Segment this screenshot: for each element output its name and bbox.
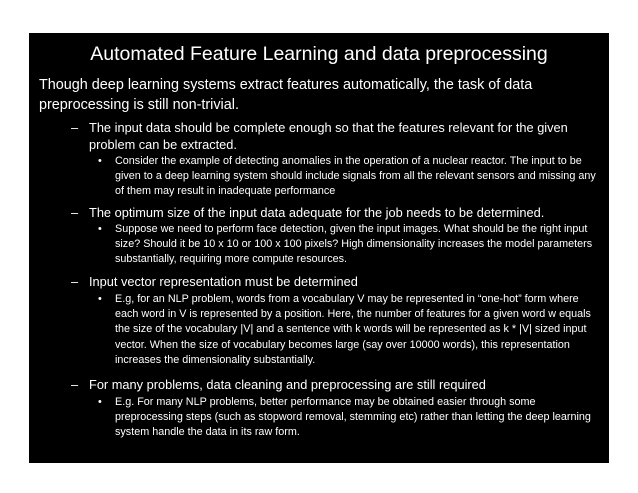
- bullet-point-3: [71, 273, 601, 290]
- bullet-point-1: [71, 119, 601, 153]
- bullet-point-text: The input data should be complete enough so that the features relevant for the given problem can be extracted.: [89, 120, 568, 152]
- slide: [29, 33, 609, 463]
- sub-bullet-text: E.g, for an NLP problem, words from a vocabulary V may be represented in “one-hot” form where each word in V is represented by a position. Here, the number of features for a given word w equals the size of the vocabulary |V| and a sentence with k words will be represented as k * |V| sized input vector. When the size of vocabulary becomes large (say over 10000 words), this representation increases the dimensionality substantially.: [115, 293, 591, 366]
- dash-marker: –: [71, 205, 79, 220]
- dash-marker: –: [71, 274, 79, 289]
- bullet-marker: •: [98, 155, 102, 167]
- intro-paragraph: Though deep learning systems extract features automatically, the task of data preprocessing is still non-trivial.: [39, 77, 533, 113]
- sub-bullet-text: E.g. For many NLP problems, better performance may be obtained easier through some preprocessing steps (such as stopword removal, stemming etc) rather than letting the deep learning system handle the data in its raw form.: [115, 396, 591, 439]
- sub-bullet-2: [98, 222, 598, 268]
- bullet-point-2: [71, 204, 601, 221]
- bullet-point-text: The optimum size of the input data adequate for the job needs to be determined.: [89, 205, 545, 220]
- slide-title: Automated Feature Learning and data preprocessing: [90, 43, 548, 65]
- sub-bullet-3: [98, 292, 598, 368]
- bullet-marker: •: [98, 396, 102, 408]
- bullet-point-text: For many problems, data cleaning and preprocessing are still required: [89, 377, 486, 392]
- sub-bullet-text: Suppose we need to perform face detection, given the input images. What should be the right input size? Should it be 10 x 10 or 100 x 100 pixels? High dimensionality increases the model parameters substantially, requiring more compute resources.: [115, 223, 593, 266]
- bullet-marker: •: [98, 293, 102, 305]
- dash-marker: –: [71, 120, 79, 135]
- bullet-marker: •: [98, 223, 102, 235]
- sub-bullet-4: [98, 395, 598, 441]
- dash-marker: –: [71, 377, 79, 392]
- bullet-point-text: Input vector representation must be determined: [89, 274, 358, 289]
- sub-bullet-text: Consider the example of detecting anomalies in the operation of a nuclear reactor. The input to be given to a deep learning system should include signals from all the relevant sensors and missing any of them may result in inadequate performance: [115, 155, 596, 198]
- bullet-point-4: [71, 376, 601, 393]
- sub-bullet-1: [98, 154, 598, 200]
